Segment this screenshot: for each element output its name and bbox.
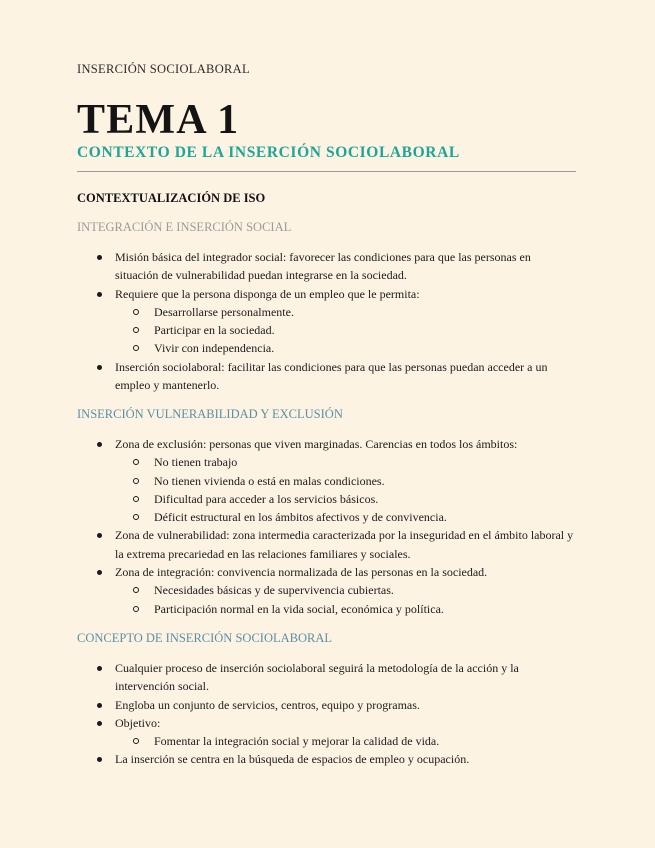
document-header: INSERCIÓN SOCIOLABORAL [77, 62, 250, 76]
sub-list-item-text: Fomentar la integración social y mejorar la calidad de vida. [154, 734, 440, 749]
page-title: TEMA 1 [77, 97, 240, 143]
sub-list-item-text: Necesidades básicas y de supervivencia cubiertas. [154, 583, 394, 598]
list-item-text: Cualquier proceso de inserción sociolaboral seguirá la metodología de la acción y la intervención social. [115, 661, 519, 694]
subheading-integracion: INTEGRACIÓN E INSERCIÓN SOCIAL [77, 220, 292, 234]
subheading-vulnerabilidad: INSERCIÓN VULNERABILIDAD Y EXCLUSIÓN [77, 407, 343, 421]
list-item-text: Objetivo: [115, 715, 161, 730]
bullet-icon [97, 721, 102, 726]
sub-list-item [115, 453, 577, 471]
page-subtitle: CONTEXTO DE LA INSERCIÓN SOCIOLABORAL [77, 144, 460, 161]
list-item-text: Misión básica del integrador social: favorecer las condiciones para que las personas en situación de vulnerabilidad puedan integrarse en la sociedad. [115, 250, 531, 283]
list-item-text: Zona de exclusión: personas que viven marginadas. Carencias en todos los ámbitos: [115, 437, 518, 451]
circle-bullet-icon [133, 345, 139, 351]
sub-list [115, 581, 577, 618]
bullet-icon [97, 365, 102, 370]
bullet-icon [97, 757, 102, 762]
sub-list-item [115, 339, 577, 357]
bullet-icon [97, 255, 102, 260]
list-item-text: Engloba un conjunto de servicios, centros, equipo y programas. [115, 697, 420, 712]
section-title: CONTEXTUALIZACIÓN DE ISO [77, 191, 266, 205]
circle-bullet-icon [133, 738, 139, 744]
list-vulnerabilidad [77, 435, 577, 618]
list-item [77, 563, 577, 618]
sub-list-item-text: No tienen vivienda o está en malas condiciones. [154, 473, 385, 488]
sub-list [115, 303, 577, 358]
list-item [77, 248, 577, 285]
list-item-text: Zona de vulnerabilidad: zona intermedia caracterizada por la inseguridad en el ámbito laboral y la extrema precariedad en las relaciones familiares y sociales. [115, 528, 574, 561]
circle-bullet-icon [133, 309, 139, 315]
list-item [77, 526, 577, 563]
sub-list-item-text: No tienen trabajo [154, 455, 238, 470]
circle-bullet-icon [133, 587, 139, 593]
sub-list-item-text: Desarrollarse personalmente. [154, 304, 294, 319]
circle-bullet-icon [133, 459, 139, 465]
sub-list-item-text: Participación normal en la vida social, económica y política. [154, 601, 444, 616]
sub-list [115, 732, 577, 750]
circle-bullet-icon [133, 478, 139, 484]
sub-list-item-text: Dificultad para acceder a los servicios básicos. [154, 491, 379, 506]
list-integracion [77, 248, 577, 394]
sub-list-item [115, 581, 577, 599]
list-concepto [77, 659, 577, 769]
circle-bullet-icon [133, 496, 139, 502]
sub-list-item-text: Déficit estructural en los ámbitos afectivos y de convivencia. [154, 510, 447, 525]
list-item [77, 435, 577, 526]
bullet-icon [97, 703, 102, 708]
list-item-text: Zona de integración: convivencia normalizada de las personas en la sociedad. [115, 565, 488, 580]
sub-list-item [115, 508, 577, 526]
sub-list-item [115, 600, 577, 618]
subheading-concepto: CONCEPTO DE INSERCIÓN SOCIOLABORAL [77, 631, 332, 645]
sub-list-item [115, 490, 577, 508]
circle-bullet-icon [133, 327, 139, 333]
sub-list-item [115, 472, 577, 490]
list-item [77, 358, 577, 395]
bullet-icon [97, 666, 102, 671]
sub-list-item [115, 321, 577, 339]
title-divider [77, 171, 576, 172]
list-item [77, 696, 577, 714]
sub-list-item [115, 303, 577, 321]
list-item-text: Requiere que la persona disponga de un empleo que le permita: [115, 286, 420, 301]
bullet-icon [97, 442, 102, 447]
sub-list-item-text: Vivir con independencia. [154, 341, 275, 356]
circle-bullet-icon [133, 514, 139, 520]
sub-list [115, 453, 577, 526]
list-item-text: Inserción sociolaboral: facilitar las condiciones para que las personas puedan acceder a un empleo y mantenerlo. [115, 359, 548, 393]
sub-list-item [115, 732, 577, 750]
list-item [77, 750, 577, 768]
sub-list-item-text: Participar en la sociedad. [154, 323, 275, 338]
circle-bullet-icon [133, 606, 139, 612]
bullet-icon [97, 570, 102, 575]
bullet-icon [97, 533, 102, 538]
list-item-text: La inserción se centra en la búsqueda de espacios de empleo y ocupación. [115, 752, 470, 767]
list-item [77, 714, 577, 751]
list-item [77, 659, 577, 696]
list-item [77, 285, 577, 358]
bullet-icon [97, 292, 102, 297]
